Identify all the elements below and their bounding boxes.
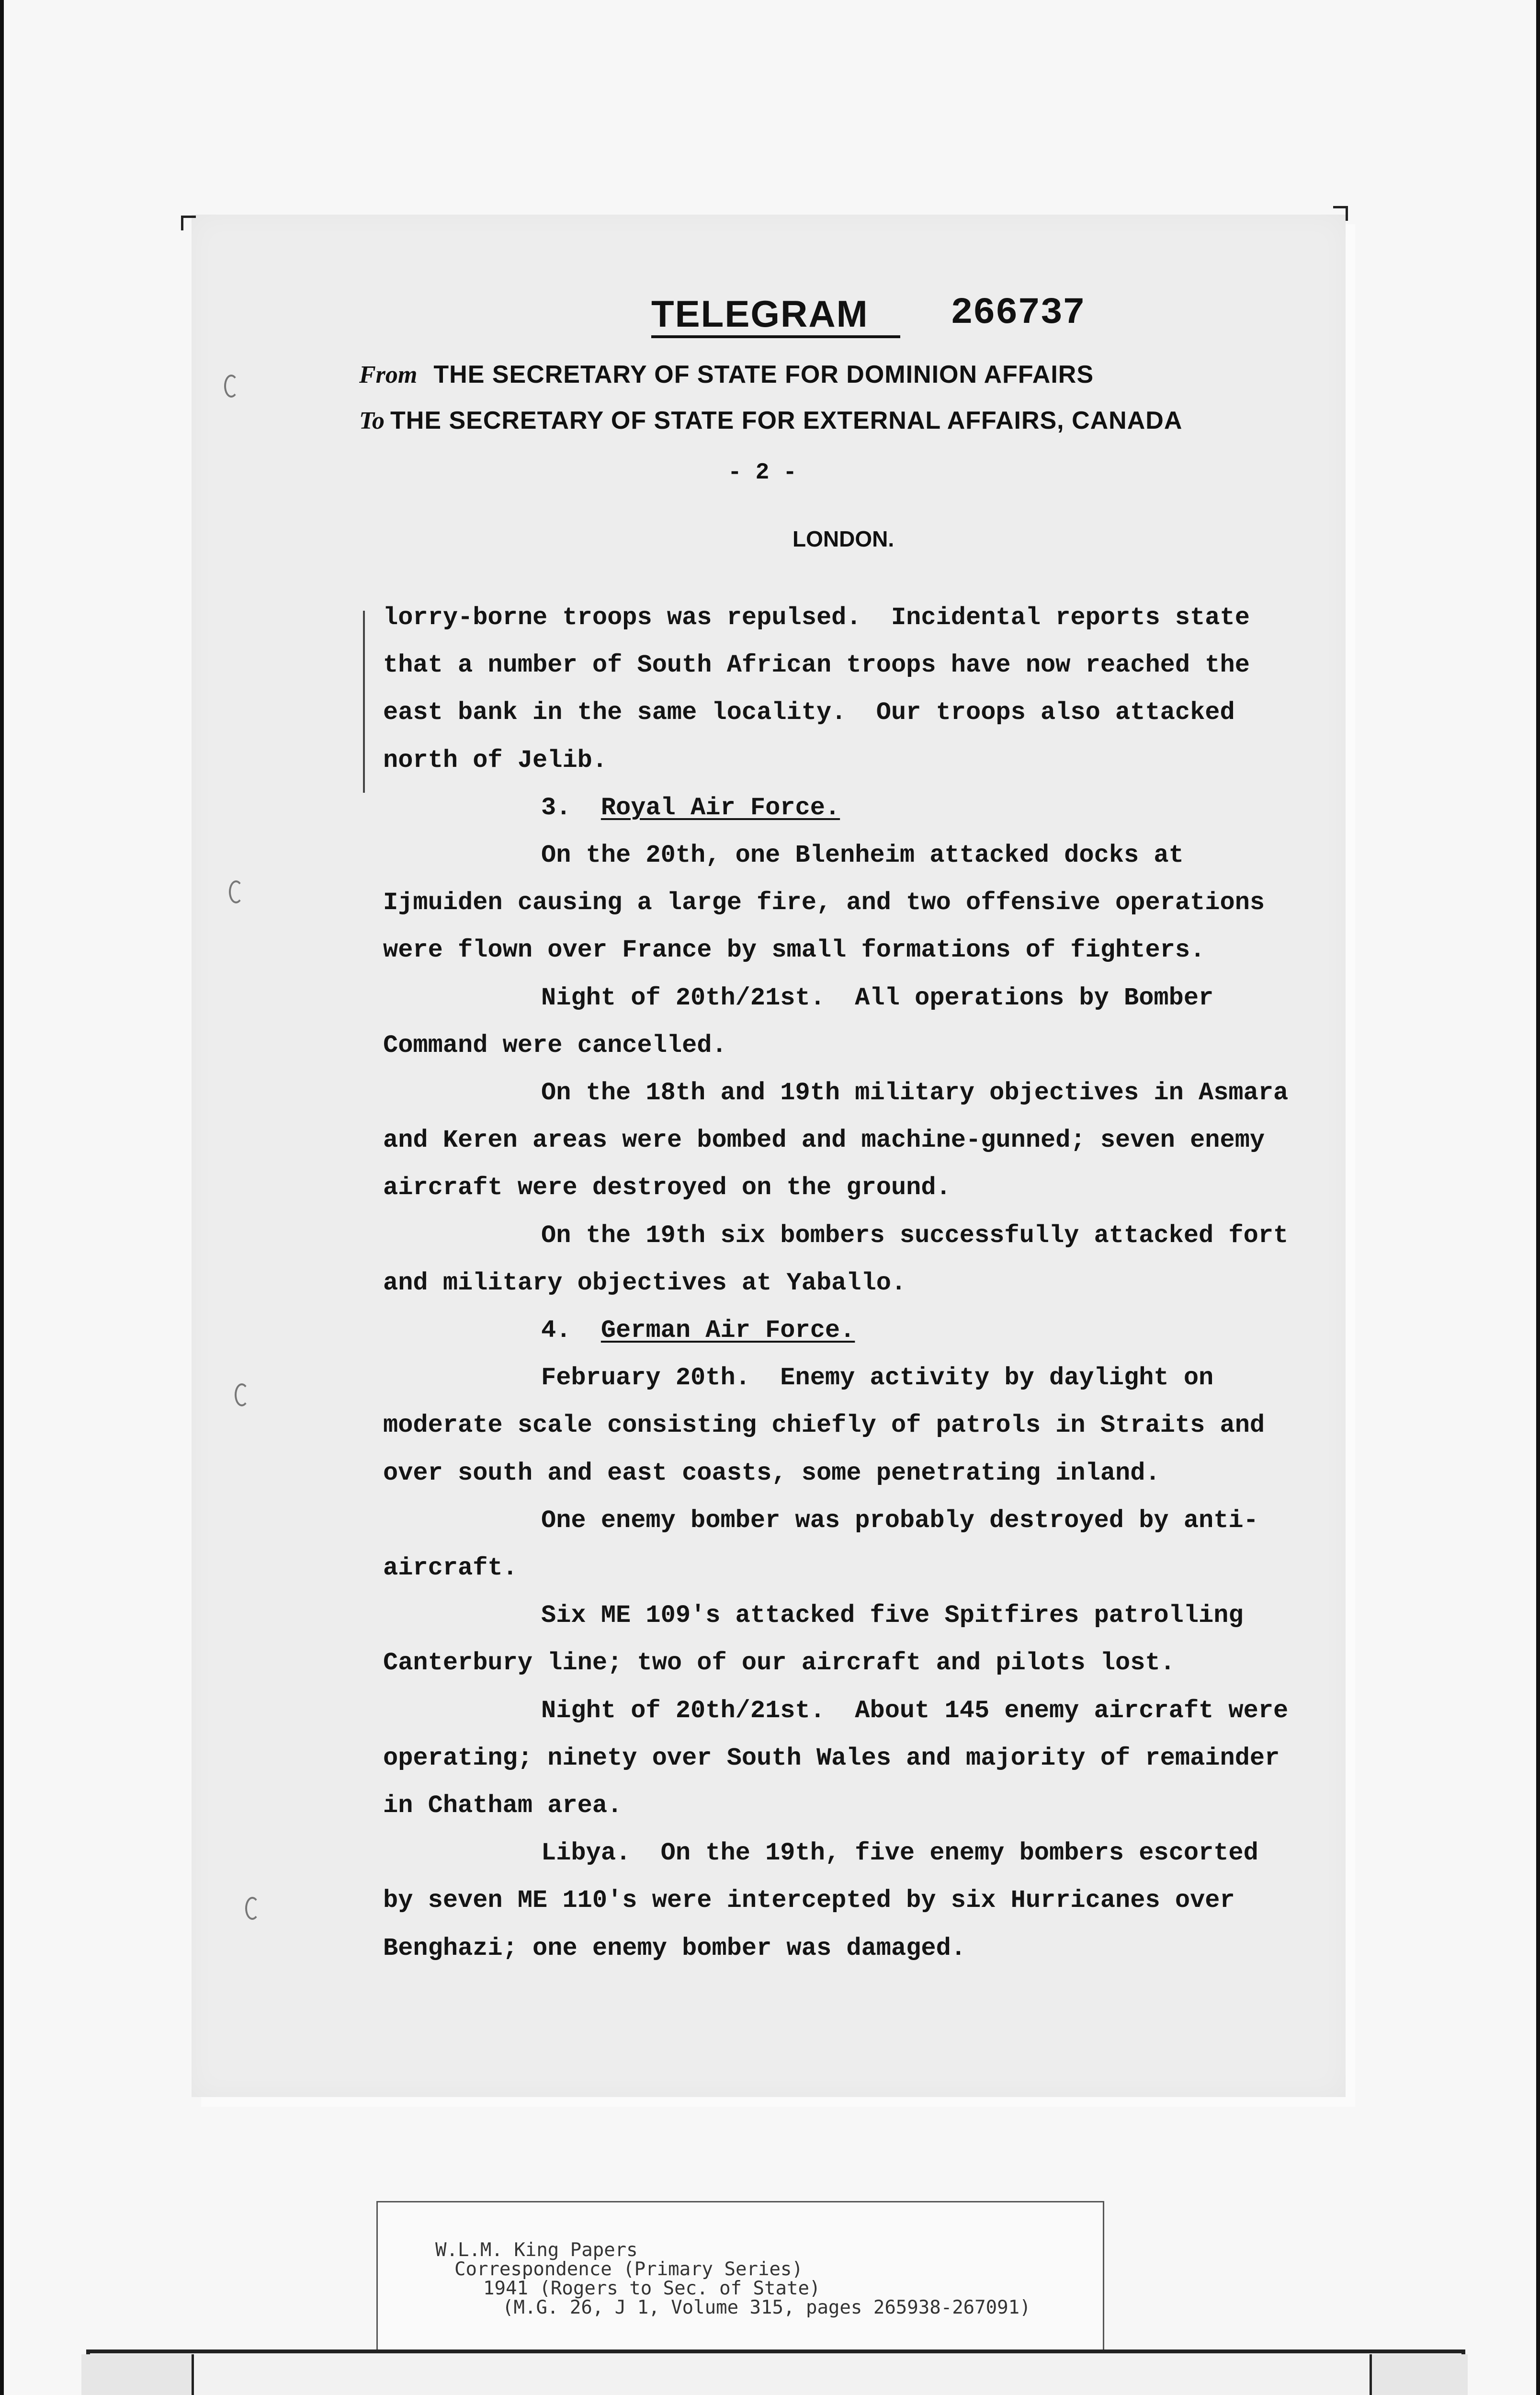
section-title: Royal Air Force. [600, 793, 840, 822]
body-line: by seven ME 110's were intercepted by six Hurricanes over [383, 1886, 1235, 1915]
stamp-edge-right [1370, 2354, 1468, 2395]
body-line: On the 18th and 19th military objectives in Asmara [541, 1079, 1289, 1107]
margin-mark [363, 611, 365, 793]
punch-hole-icon [235, 1383, 249, 1406]
body-line: Night of 20th/21st. All operations by Bomber [541, 983, 1214, 1012]
body-line: Benghazi; one enemy bomber was damaged. [383, 1934, 966, 1962]
body-line: Command were cancelled. [383, 1031, 727, 1060]
corner-mark-top-right [1333, 206, 1348, 221]
label-line: W.L.M. King Papers [435, 2239, 638, 2261]
body-line: aircraft. [383, 1554, 518, 1583]
body-line: Libya. On the 19th, five enemy bombers escorted [541, 1839, 1258, 1868]
origin-city: LONDON. [793, 526, 895, 551]
body-line: and military objectives at Yaballo. [383, 1268, 906, 1297]
section-number: 4. [541, 1316, 571, 1345]
body-line: On the 20th, one Blenheim attacked docks at [541, 841, 1184, 870]
from-line [359, 360, 1094, 389]
body-line: in Chatham area. [383, 1791, 623, 1820]
body-line: On the 19th six bombers successfully attacked fort [541, 1221, 1289, 1250]
from-label: From [359, 361, 418, 388]
to-label: To [359, 407, 385, 434]
body-line: that a number of South African troops have now reached the [383, 651, 1250, 680]
section-title: German Air Force. [600, 1316, 855, 1345]
label-line: (M.G. 26, J 1, Volume 315, pages 265938-267091) [502, 2297, 1031, 2318]
body-line: Six ME 109's attacked five Spitfires patrolling [541, 1601, 1244, 1630]
body-line: over south and east coasts, some penetrating inland. [383, 1459, 1160, 1487]
section-3-heading [383, 784, 1302, 832]
archive-reference-label [376, 2201, 1104, 2352]
document-number: 266737 [951, 292, 1085, 334]
to-address: THE SECRETARY OF STATE FOR EXTERNAL AFFAIRS, CANADA [390, 407, 1183, 434]
body-line: Ijmuiden causing a large fire, and two offensive operations [383, 889, 1265, 917]
body-line: north of Jelib. [383, 746, 608, 775]
section-4-heading [383, 1307, 1302, 1354]
body-line: east bank in the same locality. Our troops also attacked [383, 698, 1235, 727]
page-number: - 2 - [728, 460, 797, 486]
telegram-body [383, 594, 1302, 1972]
to-line [359, 406, 1182, 435]
punch-hole-icon [229, 880, 243, 903]
body-line: One enemy bomber was probably destroyed by anti- [541, 1506, 1258, 1535]
body-line: lorry-borne troops was repulsed. Incidental reports state [383, 604, 1250, 632]
section-number: 3. [541, 793, 571, 822]
from-address: THE SECRETARY OF STATE FOR DOMINION AFFAIRS [433, 361, 1094, 388]
punch-hole-icon [224, 375, 238, 398]
telegram-title: TELEGRAM [651, 293, 869, 335]
stamp-edge-left [81, 2354, 194, 2395]
body-line: Canterbury line; two of our aircraft and pilots lost. [383, 1649, 1175, 1677]
body-line: February 20th. Enemy activity by daylight on [541, 1364, 1214, 1392]
body-line: operating; ninety over South Wales and majority of remainder [383, 1744, 1280, 1772]
body-line: and Keren areas were bombed and machine-gunned; seven enemy [383, 1126, 1265, 1155]
body-line: moderate scale consisting chiefly of patrols in Straits and [383, 1411, 1265, 1440]
archives-stamp [86, 2349, 1465, 2395]
title-underline [651, 335, 900, 338]
body-line: were flown over France by small formations of fighters. [383, 936, 1205, 965]
label-line: Correspondence (Primary Series) [454, 2258, 803, 2280]
body-line: aircraft were destroyed on the ground. [383, 1174, 951, 1202]
body-line: Night of 20th/21st. About 145 enemy aircraft were [541, 1696, 1289, 1725]
label-line: 1941 (Rogers to Sec. of State) [483, 2278, 821, 2299]
corner-mark-top-left [181, 216, 196, 230]
punch-hole-icon [245, 1897, 260, 1920]
